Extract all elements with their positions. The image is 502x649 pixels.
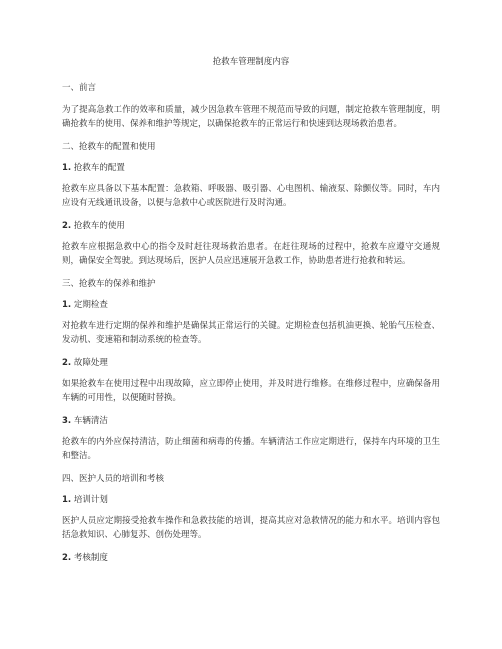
paragraph-config: 抢救车应具备以下基本配置：急救箱、呼吸器、吸引器、心电图机、输液泵、除颤仪等。同时，车内应设有无线通讯设备，以便与急救中心或医院进行及时沟通。 [62,184,440,208]
subheading-number: 3. [62,416,72,426]
subheading-training-plan [62,494,440,506]
subheading-number: 2. [62,553,72,563]
paragraph-fault: 如果抢救车在使用过程中出现故障，应立即停止使用，并及时进行维修。在维修过程中，应确保备用车辆的可用性，以便随时替换。 [62,379,440,403]
section-heading-maintenance: 三、抢救车的保养和维护 [62,279,156,289]
subheading-label: 故障处理 [73,358,108,368]
paragraph-preface: 为了提高急救工作的效率和质量，减少因急救车管理不规范而导致的问题，制定抢救车管理制度，明确抢救车的使用、保养和维护等规定，以确保抢救车的正常运行和快速到达现场救治患者。 [62,105,440,129]
subheading-inspection [62,299,440,311]
document-title: 抢救车管理制度内容 [212,57,290,67]
subheading-usage [62,220,440,232]
subheading-label: 抢救车的配置 [73,163,125,173]
subheading-config [62,162,440,174]
subheading-label: 定期检查 [73,300,108,310]
subheading-fault [62,357,440,369]
section-heading-training: 四、医护人员的培训和考核 [62,474,165,484]
paragraph-inspection: 对抢救车进行定期的保养和维护是确保其正常运行的关键。定期检查包括机油更换、轮胎气压检查、发动机、变速箱和制动系统的检查等。 [62,321,440,345]
subheading-number: 1. [62,300,72,310]
subheading-number: 1. [62,495,72,505]
subheading-assessment [62,552,440,564]
subheading-number: 2. [62,221,72,231]
paragraph-usage: 抢救车应根据急救中心的指令及时赶往现场救治患者。在赶往现场的过程中，抢救车应遵守交通规则，确保安全驾驶。到达现场后，医护人员应迅速展开急救工作，协助患者进行抢救和转运。 [62,242,440,266]
section-heading-config-usage: 二、抢救车的配置和使用 [62,142,156,152]
section-heading-preface: 一、前言 [62,83,97,93]
subheading-label: 抢救车的使用 [73,221,125,231]
subheading-label: 车辆清洁 [73,416,108,426]
paragraph-cleaning: 抢救车的内外应保持清洁，防止细菌和病毒的传播。车辆清洁工作应定期进行，保持车内环境的卫生和整洁。 [62,437,440,461]
subheading-number: 1. [62,163,72,173]
subheading-cleaning [62,415,440,427]
subheading-number: 2. [62,358,72,368]
subheading-label: 培训计划 [73,495,108,505]
subheading-label: 考核制度 [73,553,108,563]
paragraph-training-plan: 医护人员应定期接受抢救车操作和急救技能的培训，提高其应对急救情况的能力和水平。培训内容包括急救知识、心肺复苏、创伤处理等。 [62,516,440,540]
